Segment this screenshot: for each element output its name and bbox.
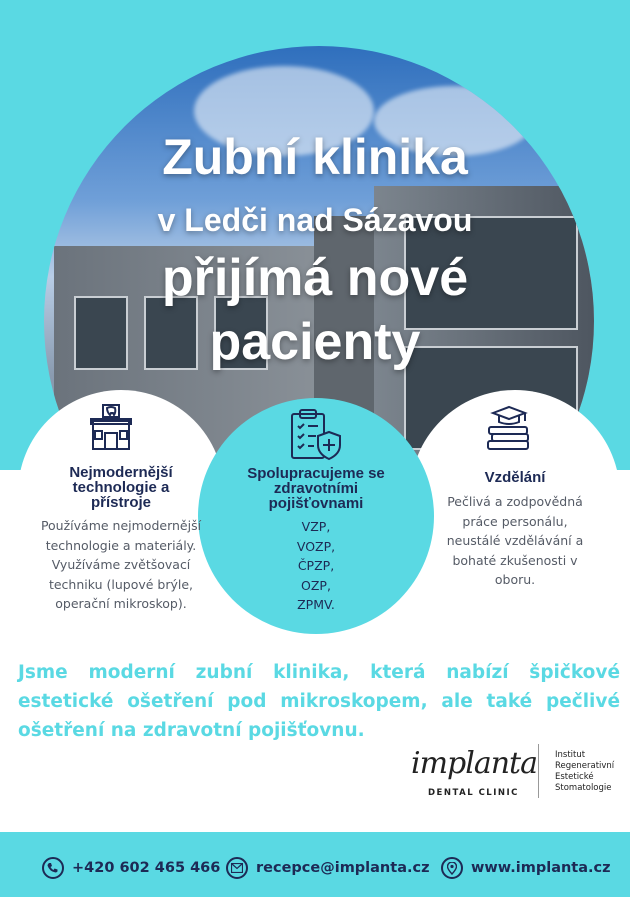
education-books-icon: [485, 405, 533, 451]
feature-text-line: Využíváme zvětšovací: [51, 557, 191, 572]
feature-title-line: pojišťovnami: [268, 495, 364, 512]
insurance-list-item: VZP,: [301, 519, 331, 534]
headline-line-3: přijímá nové: [161, 249, 469, 307]
feature-text-line: oboru.: [494, 572, 536, 587]
institute-line: Regenerativní: [555, 761, 615, 771]
feature-text-line: operační mikroskop).: [55, 596, 187, 611]
feature-title-line: Nejmodernější: [69, 464, 173, 481]
logo-divider: [538, 744, 539, 798]
headline-line-4: pacienty: [209, 313, 421, 371]
feature-text-line: bohaté zkušenosti v: [452, 552, 578, 568]
headline-line-2: v Ledči nad Sázavou: [157, 202, 473, 238]
feature-text-line: technologie a materiály.: [45, 537, 197, 553]
feature-title-line: technologie a: [72, 479, 170, 496]
institute-line: Stomatologie: [555, 783, 612, 793]
contact-web[interactable]: [441, 857, 611, 879]
feature-title-insurance: [218, 466, 414, 511]
location-pin-icon: [441, 857, 463, 879]
feature-title-education: [420, 470, 610, 485]
insurance-list-item: ZPMV.: [297, 597, 335, 612]
intro-paragraph: Jsme moderní zubní klinika, která nabízí špičkové estetické ošetření pod mikroskopem, ale také pečlivé ošetření na zdravotní pojišťovnu.: [18, 662, 620, 741]
feature-text-line: Používáme nejmodernější: [40, 518, 202, 533]
feature-title-line: přístroje: [90, 494, 151, 511]
feature-text-line: práce personálu,: [462, 513, 568, 529]
logo-wordmark: implanta: [411, 746, 537, 781]
insurance-list-item: VOZP,: [296, 538, 336, 554]
feature-title-line: Vzdělání: [484, 469, 546, 486]
email-address: recepce@implanta.cz: [256, 860, 430, 876]
feature-title-line: zdravotními: [273, 480, 359, 497]
insurance-list: [218, 517, 414, 615]
feature-text-technology: [18, 516, 224, 614]
feature-text-education: [420, 492, 610, 590]
implanta-logo: [411, 746, 537, 798]
contact-email[interactable]: [226, 857, 430, 879]
feature-title-technology: [28, 465, 214, 510]
email-icon: [226, 857, 248, 879]
website-url: www.implanta.cz: [471, 860, 611, 876]
logo-subtitle: DENTAL CLINIC: [428, 788, 519, 798]
phone-number: +420 602 465 466: [72, 860, 221, 876]
insurance-list-item: ČPZP,: [297, 558, 335, 573]
clinic-icon: [90, 403, 132, 451]
insurance-list-item: OZP,: [301, 577, 331, 593]
institute-line: Estetické: [555, 772, 594, 782]
contact-phone[interactable]: [42, 857, 220, 879]
insurance-clipboard-icon: [289, 408, 343, 462]
feature-text-line: techniku (lupové brýle,: [48, 576, 194, 592]
headline-line-1: Zubní klinika: [162, 129, 468, 185]
feature-text-line: neustálé vzdělávání a: [446, 533, 584, 548]
institute-line: Institut: [555, 750, 586, 760]
feature-title-line: Spolupracujeme se: [247, 465, 385, 482]
feature-text-line: Pečlivá a zodpovědná: [447, 494, 583, 509]
phone-icon: [42, 857, 64, 879]
institute-name: [555, 750, 614, 794]
